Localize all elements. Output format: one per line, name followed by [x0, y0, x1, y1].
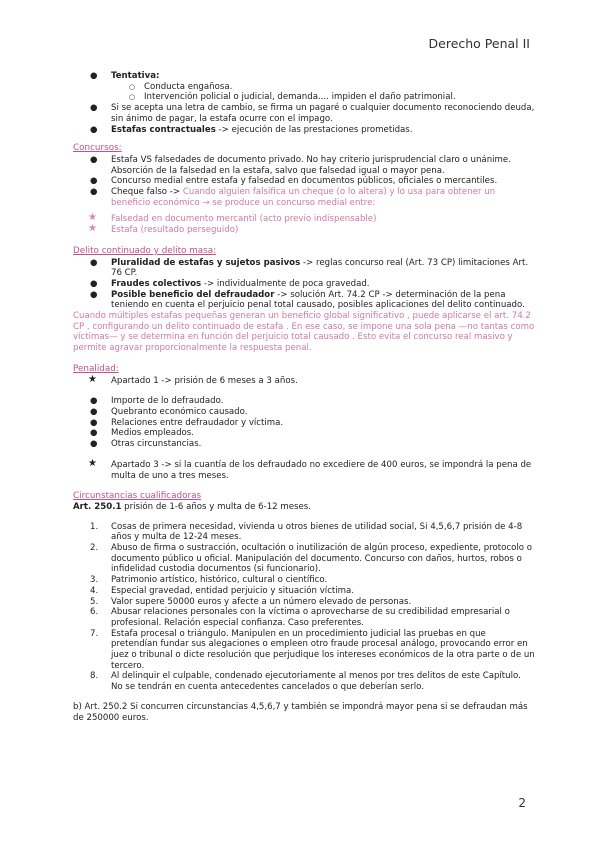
- delito-item-1-bold: Pluralidad de estafas y sujetos pasivos: [111, 257, 301, 268]
- section-title-penalidad: Penalidad:: [73, 363, 119, 374]
- bullet-icon: ●: [90, 428, 98, 439]
- delito-pink-paragraph: Cuando múltiples estafas pequeñas generan un beneficio global significativo , puede aplicarse el art. 74.2 CP , configurando un delito continuado de estafa . En ese caso, se impone una sola pena —no tantas como víctimas— y se determina en función del perjuicio total causado . Esto evita el concurso real masivo y permite agravar proporcionalmente la respuesta penal.: [73, 311, 535, 354]
- numbered-item: [73, 629, 535, 672]
- star-icon: ★: [88, 457, 97, 469]
- list-item: [73, 290, 535, 311]
- circunstancia-1: Cosas de primera necesidad, vivienda u otros bienes de utilidad social, Si 4,5,6,7 prisión de 4-8 años y multa de 12-24 meses.: [111, 521, 523, 543]
- section-title-circunstancias: Circunstancias cualificadoras: [73, 491, 202, 502]
- item-number: 1.: [90, 521, 99, 532]
- concursos-item-1: Estafa VS falsedades de documento privado. No hay criterio jurisprudencial claro o unánime. Absorción de la falsedad en la estafa, salvo que falsedad igual o mayor pena.: [111, 154, 511, 176]
- star-icon: ★: [88, 223, 97, 235]
- item-number: 2.: [90, 543, 99, 554]
- numbered-item: [73, 586, 535, 597]
- letra-cambio-text: Si se acepta una letra de cambio, se firma un pagaré o cualquier documento reconociendo deuda, sin ánimo de pagar, la estafa ocurre con el impago.: [111, 103, 535, 124]
- list-item: [73, 258, 535, 279]
- page-number: 2: [518, 796, 526, 810]
- penalidad-item-2: Quebranto económico causado.: [111, 406, 248, 417]
- item-number: 3.: [90, 575, 99, 586]
- numbered-item: [73, 597, 535, 608]
- concursos-star-2: Estafa (resultado perseguido): [111, 225, 239, 236]
- list-item: [73, 418, 535, 429]
- numbered-item: [73, 607, 535, 628]
- item-number: 5.: [90, 596, 99, 607]
- penalidad-item-3: Relaciones entre defraudador y víctima.: [111, 417, 284, 428]
- bullet-icon: ●: [90, 278, 98, 289]
- star-icon: ★: [88, 373, 97, 385]
- list-item: [73, 396, 535, 407]
- tentativa-sub2: Intervención policial o judicial, demanda.... impiden el daño patrimonial.: [144, 92, 456, 103]
- item-number: 6.: [90, 607, 99, 618]
- delito-item-1-rest: -> reglas concurso real (Art. 73 CP) limitaciones Art. 76 CP.: [111, 257, 529, 279]
- circunstancia-8: Al delinquir el culpable, condenado ejecutoriamente al menos por tres delitos de este Capítulo. No se tendrán en cuenta antecedentes cancelados o que deberían serlo.: [111, 671, 521, 693]
- section-title-concursos: Concursos:: [73, 143, 122, 154]
- item-number: 7.: [90, 628, 99, 639]
- star-item: [73, 457, 535, 481]
- art-250-1-bold: Art. 250.1: [73, 501, 122, 512]
- list-item: [73, 103, 535, 124]
- list-item: [73, 71, 535, 82]
- list-item: [73, 155, 535, 176]
- circunstancia-6: Abusar relaciones personales con la víctima o aprovecharse de su credibilidad empresarial o profesional. Relación especial confianza. Caso preferentes.: [111, 607, 510, 628]
- hollow-bullet-icon: ○: [129, 93, 136, 102]
- delito-item-3-rest: -> solución Art. 74.2 CP -> determinación de la pena teniendo en cuenta el perjuicio penal total causado, posibles aplicaciones del delito continuado.: [111, 289, 525, 311]
- tentativa-sub1: Conducta engañosa.: [144, 81, 233, 92]
- bullet-icon: ●: [90, 439, 98, 450]
- numbered-item: [73, 543, 535, 575]
- list-item: [73, 439, 535, 450]
- star-icon: ★: [88, 212, 97, 224]
- concursos-item-3-pink: Cuando alguien falsifica un cheque (o lo altera) y lo usa para obtener un beneficio económico → se produce un concurso medial entre:: [111, 187, 496, 208]
- concursos-star-1: Falsedad en documento mercantil (acto previo indispensable): [111, 214, 377, 225]
- hollow-bullet-icon: ○: [129, 82, 136, 91]
- concursos-item-3-black: Cheque falso ->: [111, 187, 183, 198]
- bullet-icon: ●: [90, 396, 98, 407]
- item-number: 4.: [90, 585, 99, 596]
- bullet-icon: ●: [90, 124, 98, 135]
- bullet-icon: ●: [90, 289, 98, 300]
- document-body: [73, 71, 535, 723]
- art-250-1-rest: prisión de 1-6 años y multa de 6-12 meses.: [121, 501, 311, 512]
- star-item: [73, 225, 535, 236]
- estafas-contractuales-bold: Estafas contractuales: [111, 124, 216, 135]
- list-item: [73, 125, 535, 136]
- numbered-item: [73, 522, 535, 543]
- list-item: [73, 407, 535, 418]
- penalidad-item-1: Importe de lo defraudado.: [111, 396, 224, 407]
- circunstancia-7: Estafa procesal o triángulo. Manipulen en un procedimiento judicial las pruebas en que pretendían fundar sus alegaciones o empleen otro fraude procesal análogo, provocando error en juez o tribunal o dicte resolución que perjudique los intereses económicos de la otra parte o de un tercero.: [111, 628, 535, 671]
- list-item: [73, 176, 535, 187]
- bullet-icon: ●: [90, 71, 98, 81]
- numbered-item: [73, 575, 535, 586]
- list-subitem: [73, 82, 535, 93]
- list-item: [73, 279, 535, 290]
- concursos-item-2: Concurso medial entre estafa y falsedad en documentos públicos, oficiales o mercantiles.: [111, 176, 498, 187]
- estafas-contractuales-rest: -> ejecución de las prestaciones prometidas.: [215, 124, 413, 135]
- circunstancia-3: Patrimonio artístico, histórico, cultural o científico.: [111, 575, 328, 586]
- art-250-2-paragraph: b) Art. 250.2 Si concurren circunstancias 4,5,6,7 y también se impondrá mayor pena si se defraudan más de 250000 euros.: [73, 701, 528, 723]
- list-item: [73, 428, 535, 439]
- art-250-1-line: [73, 502, 535, 513]
- penalidad-star-2: Apartado 3 -> si la cuantía de los defraudado no excediere de 400 euros, se impondrá la pena de multa de uno a tres meses.: [111, 459, 532, 481]
- page-header: Derecho Penal II: [428, 36, 530, 51]
- penalidad-star-1: Apartado 1 -> prisión de 6 meses a 3 años.: [111, 375, 298, 386]
- bullet-icon: ●: [90, 187, 98, 198]
- list-subitem: [73, 92, 535, 103]
- numbered-item: [73, 671, 535, 692]
- delito-item-2-bold: Fraudes colectivos: [111, 278, 202, 289]
- bullet-icon: ●: [90, 257, 98, 268]
- tentativa-label: Tentativa:: [111, 71, 160, 81]
- circunstancia-5: Valor supere 50000 euros y afecte a un número elevado de personas.: [111, 596, 412, 607]
- bullet-icon: ●: [90, 103, 98, 114]
- bullet-icon: ●: [90, 406, 98, 417]
- list-item: [73, 187, 535, 208]
- bullet-icon: ●: [90, 176, 98, 187]
- delito-item-2-rest: -> individualmente de poca gravedad.: [201, 278, 370, 289]
- bullet-icon: ●: [90, 417, 98, 428]
- star-item: [73, 373, 535, 387]
- item-number: 8.: [90, 671, 99, 682]
- delito-item-3-bold: Posible beneficio del defraudador: [111, 289, 275, 300]
- star-item: [73, 214, 535, 225]
- penalidad-item-4: Medios empleados.: [111, 428, 194, 439]
- circunstancia-2: Abuso de firma o sustracción, ocultación o inutilización de algún proceso, expediente, protocolo o documento público u oficial. Manipulación del documento. Concurso con daños, hurtos, robos o infidelidad custodia documentos (si funcionario).: [111, 543, 533, 575]
- penalidad-item-5: Otras circunstancias.: [111, 439, 202, 450]
- bullet-icon: ●: [90, 154, 98, 165]
- circunstancia-4: Especial gravedad, entidad perjuicio y situación víctima.: [111, 585, 355, 596]
- section-title-delito-continuado: Delito continuado y delito masa:: [73, 245, 217, 256]
